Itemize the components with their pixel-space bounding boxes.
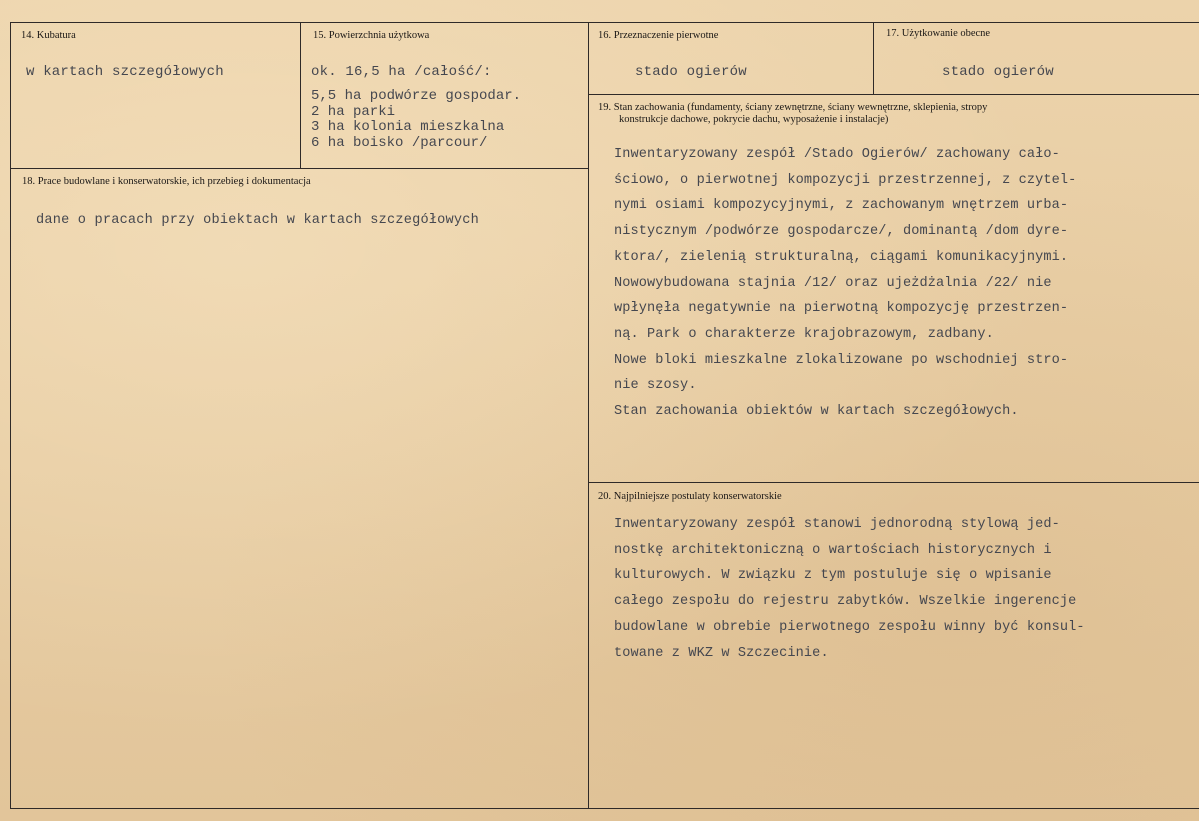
box-18-label: 18. Prace budowlane i konserwatorskie, ich przebieg i dokumentacja xyxy=(22,176,311,187)
box-19-line: nie szosy. xyxy=(614,378,697,394)
box-19-line: nistycznym /podwórze gospodarcze/, dominantą /dom dyre- xyxy=(614,224,1069,240)
box-20-label: 20. Najpilniejsze postulaty konserwatorskie xyxy=(598,491,782,502)
top-rule xyxy=(10,22,1199,23)
box-15-label: 15. Powierzchnia użytkowa xyxy=(313,30,430,41)
box-15-line: 5,5 ha podwórze gospodar. xyxy=(311,88,522,104)
box-15-line: 2 ha parki xyxy=(311,103,396,120)
rule-above-box-20 xyxy=(588,482,1199,483)
box-19-text xyxy=(614,142,1076,425)
box-16-value: stado ogierów xyxy=(635,64,747,80)
box-14-value: w kartach szczegółowych xyxy=(26,64,224,80)
box-20-text xyxy=(614,512,1085,666)
box-19-line: ściowo, o pierwotnej kompozycji przestrzennej, z czytel- xyxy=(614,172,1077,188)
box-17-label: 17. Użytkowanie obecne xyxy=(886,28,991,39)
box-20-line: Inwentaryzowany zespół stanowi jednorodną stylową jed- xyxy=(614,517,1060,532)
left-border xyxy=(10,22,11,808)
box-16-label: 16. Przeznaczenie pierwotne xyxy=(598,30,719,41)
box-18-value: dane o pracach przy obiektach w kartach szczegółowych xyxy=(36,213,479,228)
box-19-line: Nowe bloki mieszkalne zlokalizowane po wschodniej stro- xyxy=(614,352,1069,368)
box-19-line: ktora/, zielenią strukturalną, ciągami komunikacyjnymi. xyxy=(614,249,1069,265)
box-19-line: ną. Park o charakterze krajobrazowym, zadbany. xyxy=(614,326,994,342)
box-19-line: Inwentaryzowany zespół /Stado Ogierów/ zachowany cało- xyxy=(614,147,1060,162)
center-divider xyxy=(588,22,589,808)
box-15-total: ok. 16,5 ha /całość/: xyxy=(311,64,492,80)
box-14-label: 14. Kubatura xyxy=(21,30,76,41)
box-19-label-line-1: 19. Stan zachowania (fundamenty, ściany zewnętrzne, ściany wewnętrzne, sklepienia, stropy xyxy=(598,102,988,113)
divider-14-15 xyxy=(300,22,301,168)
rule-below-boxes-14-15 xyxy=(10,168,588,169)
box-15-line: 6 ha boisko /parcour/ xyxy=(311,134,488,151)
rule-below-boxes-16-17 xyxy=(588,94,1199,95)
box-20-line: całego zespołu do rejestru zabytków. Wszelkie ingerencje xyxy=(614,594,1077,610)
divider-16-17 xyxy=(873,22,874,94)
box-20-line: nostkę architektoniczną o wartościach historycznych i xyxy=(614,542,1052,558)
box-20-line: towane z WKZ w Szczecinie. xyxy=(614,645,829,661)
bottom-rule xyxy=(10,808,1199,809)
box-19-line: Stan zachowania obiektów w kartach szczegółowych. xyxy=(614,404,1019,420)
box-20-line: budowlane w obrebie pierwotnego zespołu winny być konsul- xyxy=(614,619,1085,635)
box-15-breakdown xyxy=(311,89,521,151)
box-19-line: Nowowybudowana stajnia /12/ oraz ujeżdżalnia /22/ nie xyxy=(614,275,1052,291)
box-19-line: nymi osiami kompozycyjnymi, z zachowanym wnętrzem urba- xyxy=(614,198,1069,214)
box-19-line: wpłynęła negatywnie na pierwotną kompozycję przestrzen- xyxy=(614,301,1069,317)
box-20-line: kulturowych. W związku z tym postuluje się o wpisanie xyxy=(614,568,1052,584)
box-19-label-line-2: konstrukcje dachowe, pokrycie dachu, wyposażenie i instalacje) xyxy=(619,114,889,125)
box-15-line: 3 ha kolonia mieszkalna xyxy=(311,119,505,135)
box-17-value: stado ogierów xyxy=(942,64,1054,80)
